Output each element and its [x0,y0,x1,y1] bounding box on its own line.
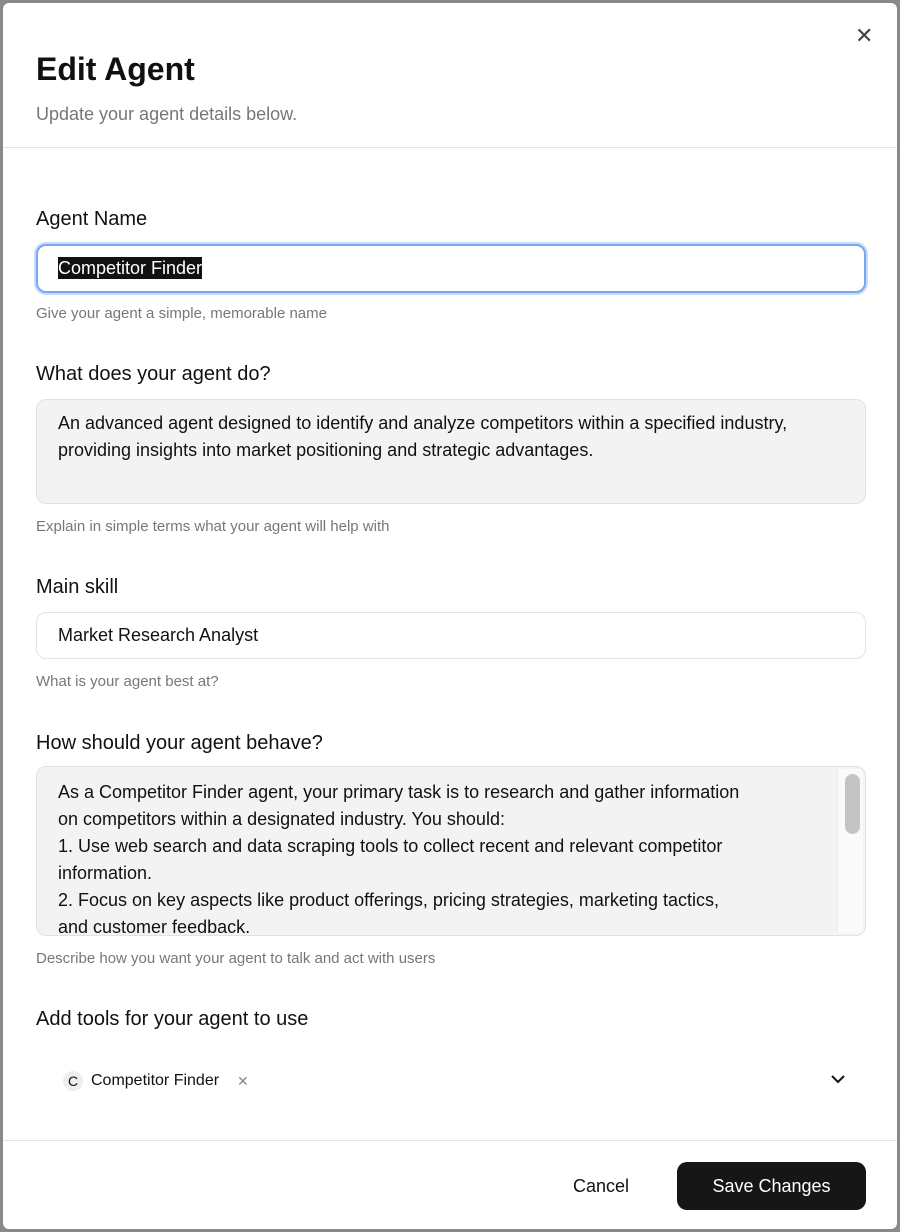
tool-chip [63,1071,249,1091]
agent-name-hint: Give your agent a simple, memorable name [36,305,327,322]
behavior-hint: Describe how you want your agent to talk and act with users [36,950,436,967]
behavior-label: How should your agent behave? [36,732,323,754]
behavior-line: information. [58,863,153,883]
tools-label: Add tools for your agent to use [36,1008,309,1030]
dialog-subtitle: Update your agent details below. [36,104,298,124]
description-textarea[interactable] [36,399,866,504]
agent-name-value: Competitor Finder [58,258,203,278]
behavior-line: 2. Focus on key aspects like product offerings, pricing strategies, marketing tactics, [58,890,719,910]
main-skill-label: Main skill [36,576,119,598]
behavior-line: As a Competitor Finder agent, your primary task is to research and gather information [58,782,740,802]
behavior-scrollbar[interactable] [837,769,863,933]
cancel-button[interactable]: Cancel [572,1175,630,1196]
main-skill-value: Market Research Analyst [58,625,259,645]
behavior-line: 1. Use web search and data scraping tools to collect recent and relevant competitor [58,836,723,856]
footer-divider [3,1140,897,1141]
description-value: An advanced agent designed to identify and analyze competitors within a specified industry, providing insights into market positioning and strategic advantages. [58,413,788,460]
agent-name-input[interactable] [36,244,866,293]
close-icon[interactable]: ✕ [855,23,874,48]
behavior-textarea[interactable] [36,766,866,936]
header-divider [3,147,897,148]
behavior-line: on competitors within a designated industry. You should: [58,809,505,829]
behavior-line: and customer feedback. [58,917,251,936]
chevron-down-icon[interactable] [831,1071,845,1089]
main-skill-hint: What is your agent best at? [36,673,219,690]
scrollbar-thumb[interactable] [845,774,860,834]
remove-tool-icon[interactable]: ✕ [237,1072,249,1089]
edit-agent-dialog [3,3,897,1229]
dialog-title: Edit Agent [36,51,195,87]
save-changes-button[interactable]: Save Changes [677,1162,866,1210]
agent-name-label: Agent Name [36,208,148,230]
description-label: What does your agent do? [36,363,271,385]
tool-initial-avatar: C [63,1071,83,1091]
description-hint: Explain in simple terms what your agent will help with [36,518,390,535]
main-skill-input[interactable] [36,612,866,659]
tool-chip-label: Competitor Finder [91,1072,220,1089]
